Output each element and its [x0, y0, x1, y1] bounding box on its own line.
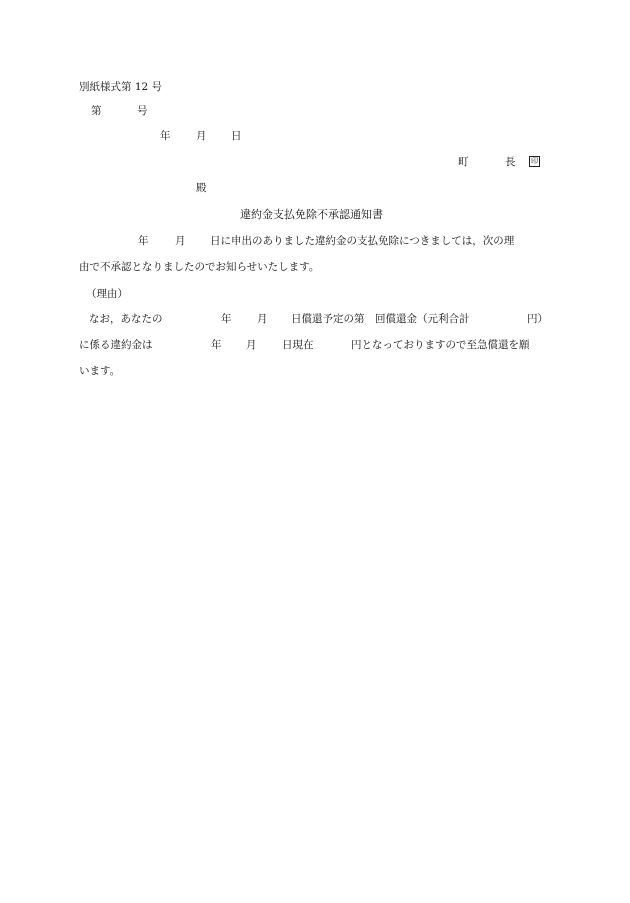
p1-rest: 日に申出のありました違約金の支払免除につきましては，次の理 — [210, 235, 515, 247]
issuer-chief: 長 — [505, 156, 516, 168]
date-year: 年 — [160, 130, 171, 142]
date-month: 月 — [196, 130, 207, 142]
p2-mid: 日償還予定の第 回償還金（元利合計 — [291, 313, 470, 325]
p4: います。 — [79, 365, 121, 377]
p1-year: 年 — [138, 235, 149, 247]
p2-yen: 円） — [527, 313, 548, 325]
seal-mark: 印 — [531, 157, 538, 165]
addressee-honorific: 殿 — [196, 182, 207, 194]
p3-start: に係る違約金は — [79, 339, 153, 351]
doc-number-prefix: 第 — [91, 105, 102, 117]
p2-start: なお，あなたの — [89, 313, 163, 325]
p3-end: 円となっておりますので至急償還を願 — [351, 339, 530, 351]
issuer-seal — [527, 156, 540, 167]
p2-month: 月 — [257, 313, 268, 325]
p3-month: 月 — [246, 339, 257, 351]
reason-heading: （理由） — [86, 288, 128, 300]
date-day: 日 — [231, 130, 242, 142]
p2-year: 年 — [221, 313, 232, 325]
doc-number-suffix: 号 — [137, 105, 148, 117]
form-number: 別紙様式第 12 号 — [79, 81, 163, 93]
p1-month: 月 — [175, 235, 186, 247]
p3-mid: 日現在 — [282, 339, 314, 351]
p3-year: 年 — [211, 339, 222, 351]
document-title: 違約金支払免除不承認通知書 — [240, 208, 383, 221]
p1-line2: 由で不承認となりましたのでお知らせいたします。 — [79, 261, 320, 273]
issuer-town: 町 — [458, 156, 469, 168]
